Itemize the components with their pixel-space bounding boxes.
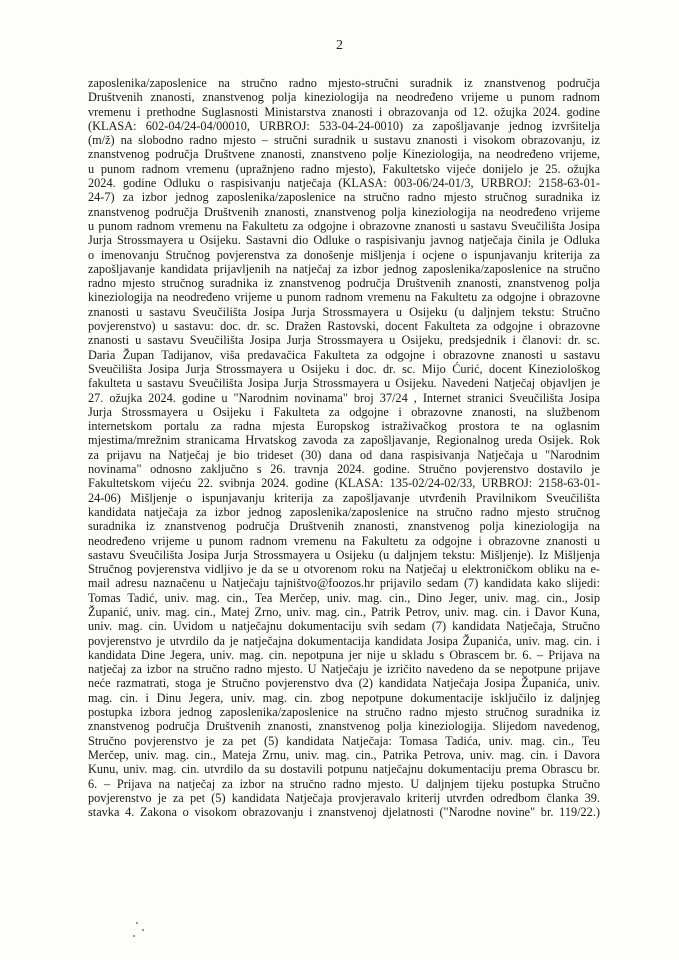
text-line: univ. mag. cin. Uvidom u natječajnu dokumentaciju svih sedam (7) kandidata Natječaja, Stručno bbox=[88, 619, 600, 634]
text-line: znanstvenog područja Društvenih znanosti, znanstvenog polja kineziologija na neodređeno vrijeme bbox=[88, 204, 600, 219]
text-line: sastavu Sveučilišta Josipa Jurja Strossmayera u Osijeku (u daljnjem tekstu: Mišljenje). Iz Mišljenja bbox=[88, 547, 600, 562]
text-line: Daria Župan Tadijanov, viša predavačica Fakulteta za odgojne i obrazovne znanosti u sastavu bbox=[88, 347, 600, 362]
body-paragraph bbox=[88, 76, 600, 819]
text-line: mail adresu naznačenu u Natječaju tajništvo@foozos.hr prijavilo sedam (7) kandidata kako slijedi: bbox=[88, 576, 600, 591]
text-line: u punom radnom vremenu na Fakultetu za odgojne i obrazovne znanosti u sastavu Sveučilišta Josipa bbox=[88, 218, 600, 233]
text-line: za prijavu na Natječaj je bio trideset (30) dana od dana raspisivanja Natječaja u "Narodnim bbox=[88, 447, 600, 462]
text-line: natječaj za izbor na stručno radno mjesto. U Natječaju je izričito navedeno da se nepotpune prijave bbox=[88, 662, 600, 677]
text-line: 27. ožujka 2024. godine u "Narodnim novinama" broj 37/24 , Internet stranici Sveučilišta Josipa bbox=[88, 390, 600, 405]
text-line: Županić, univ. mag. cin., Matej Zrno, univ. mag. cin., Patrik Petrov, univ. mag. cin. i Davor Kuna, bbox=[88, 604, 600, 619]
text-line: znanstvenog područja Društvenih znanosti, znanstvenog polja kineziologija. Slijedom navedenog, bbox=[88, 719, 600, 734]
text-line: mjestima/mrežnim stranicama Hrvatskog zavoda za zapošljavanje, Regionalnog ureda Osijek. Rok bbox=[88, 433, 600, 448]
text-line: suradnika iz znanstvenog područja Društvenih znanosti, znanstvenog polja kineziologija na bbox=[88, 519, 600, 534]
text-line: postupka izbora jednog zaposlenika/zaposlenice na stručno radno mjesto stručnog suradnika iz bbox=[88, 705, 600, 720]
text-line: fakulteta u sastavu Sveučilišta Josipa Jurja Strossmayera u Osijeku. Navedeni Natječaj objavljen je bbox=[88, 376, 600, 391]
text-line: (m/ž) na slobodno radno mjesto – stručni suradnik u sustavu znanosti i visokom obrazovanju, iz bbox=[88, 133, 600, 148]
text-line: Društvenih znanosti, znanstvenog polja kineziologija na neodređeno vrijeme u punom radnom bbox=[88, 90, 600, 105]
text-line: kineziologija na neodređeno vrijeme u punom radnom vremenu na Fakultetu za odgojne i obrazovne bbox=[88, 290, 600, 305]
text-line: neće razmatrati, stoga je Stručno povjerenstvo dva (2) kandidata Natječaja Josipa Županića, univ. bbox=[88, 676, 600, 691]
text-line: 24-06) Mišljenje o ispunjavanju kriterija za zapošljavanje utvrđenih Pravilnikom Sveučilišta bbox=[88, 490, 600, 505]
text-line: mag. cin. i Dinu Jegera, univ. mag. cin. zbog nepotpune dokumentacije isključilo iz daljnjeg bbox=[88, 690, 600, 705]
text-line: o imenovanju Stručnog povjerenstva za donošenje mišljenja i ocjene o ispunjavanju kriterija za bbox=[88, 247, 600, 262]
text-line: kandidata Dine Jegera, univ. mag. cin. nepotpuna jer nije u skladu s Obrascem br. 6. – Prijava na bbox=[88, 647, 600, 662]
text-line: Merčep, univ. mag. cin., Mateja Zrnu, univ. mag. cin., Patrika Petrova, univ. mag. cin. i Davora bbox=[88, 747, 600, 762]
text-line: znanosti u sastavu Sveučilišta Josipa Jurja Strossmayera u Osijeku, predsjednik i članovi: dr. sc. bbox=[88, 333, 600, 348]
text-line: povjerenstvo je za pet (5) kandidata Natječaja provjeravalo kriterij utvrđen odredbom članka 39. bbox=[88, 790, 600, 805]
text-line: neodređeno vrijeme u punom radnom vremenu na Fakultetu za odgojne i obrazovne znanosti u bbox=[88, 533, 600, 548]
text-line: vremenu i prethodne Suglasnosti Ministarstva znanosti i obrazovanja od 12. ožujka 2024. godine bbox=[88, 104, 600, 119]
text-line: Tomas Tadić, univ. mag. cin., Tea Merčep, univ. mag. cin., Dino Jeger, univ. mag. cin., Josip bbox=[88, 590, 600, 605]
text-line: novinama" odnosno zaključno s 26. travnja 2024. godine. Stručno povjerenstvo dostavilo je bbox=[88, 462, 600, 477]
text-line: (KLASA: 602-04/24-04/00010, URBROJ: 533-04-24-0010) za zapošljavanje jednog izvršitelja bbox=[88, 118, 600, 133]
text-line: 24-7) za izbor jednog zaposlenika/zaposlenice na stručno radno mjesto stručnog suradnika iz bbox=[88, 190, 600, 205]
text-line: 2024. godine Odluku o raspisivanju natječaja (KLASA: 003-06/24-01/3, URBROJ: 2158-63-01- bbox=[88, 176, 600, 191]
text-line: Jurja Strossmayera u Osijeku. Sastavni dio Odluke o raspisivanju javnog natječaja činila je Odluka bbox=[88, 233, 600, 248]
text-line: Sveučilišta Josipa Jurja Strossmayera u Osijeku i doc. dr. sc. Mijo Ćurić, docent Kineziološkog bbox=[88, 361, 600, 376]
text-line: stavka 4. Zakona o visokom obrazovanju i znanstvenoj djelatnosti ("Narodne novine" br. 119/22.) bbox=[88, 805, 600, 820]
text-line: povjerenstvo je utvrdilo da je natječajna dokumentacija kandidata Josipa Županića, univ. mag. cin. i bbox=[88, 633, 600, 648]
text-line: Jurja Strossmayera u Osijeku i Fakulteta za odgojne i obrazovne znanosti, na službenom bbox=[88, 404, 600, 419]
text-line: u punom radnom vremenu (upražnjeno radno mjesto), Fakultetsko vijeće donijelo je 25. ožujka bbox=[88, 161, 600, 176]
scan-specks bbox=[128, 920, 158, 940]
text-line: znanosti u sastavu Sveučilišta Josipa Jurja Strossmayera u Osijeku (u daljnjem tekstu: Stručno bbox=[88, 304, 600, 319]
text-line: Stručno povjerenstvo je za pet (5) kandidata Natječaja: Tomasa Tadića, univ. mag. cin., Teu bbox=[88, 733, 600, 748]
text-line: zapošljavanje kandidata prijavljenih na natječaj za izbor jednog zaposlenika/zaposlenice na stručno bbox=[88, 261, 600, 276]
page-number: 2 bbox=[336, 38, 343, 53]
text-line: Fakultetskom vijeću 22. svibnja 2024. godine (KLASA: 135-02/24-02/33, URBROJ: 2158-63-01- bbox=[88, 476, 600, 491]
text-line: Kunu, univ. mag. cin. utvrdilo da su dostavili potpunu natječajnu dokumentaciju prema Obrascu br. bbox=[88, 762, 600, 777]
text-line: zaposlenika/zaposlenice na stručno radno mjesto-stručni suradnik iz znanstvenog područja bbox=[88, 76, 600, 90]
text-line: internetskom portalu za radna mjesta Europskog istraživačkog prostora te na oglasnim bbox=[88, 419, 600, 434]
text-line: kandidata natječaja za izbor jednog zaposlenika/zaposlenice na stručno radno mjesto stručnog bbox=[88, 504, 600, 519]
text-line: povjerenstvo) u sastavu: doc. dr. sc. Dražen Rastovski, docent Fakulteta za odgojne i obrazovne bbox=[88, 319, 600, 334]
text-line: 6. – Prijava na natječaj za izbor na stručno radno mjesto. U daljnjem tijeku postupka Stručno bbox=[88, 776, 600, 791]
text-line: znanstvenog područja Društvene znanosti, znanstveno polje Kineziologija, na neodređeno vrijeme, bbox=[88, 147, 600, 162]
text-line: Stručnog povjerenstva vidljivo je da se u otvorenom roku na Natječaj u elektroničkom obliku na e- bbox=[88, 562, 600, 577]
text-line: radno mjesto stručnog suradnika iz znanstvenog područja Društvenih znanosti, znanstvenog polja bbox=[88, 276, 600, 291]
